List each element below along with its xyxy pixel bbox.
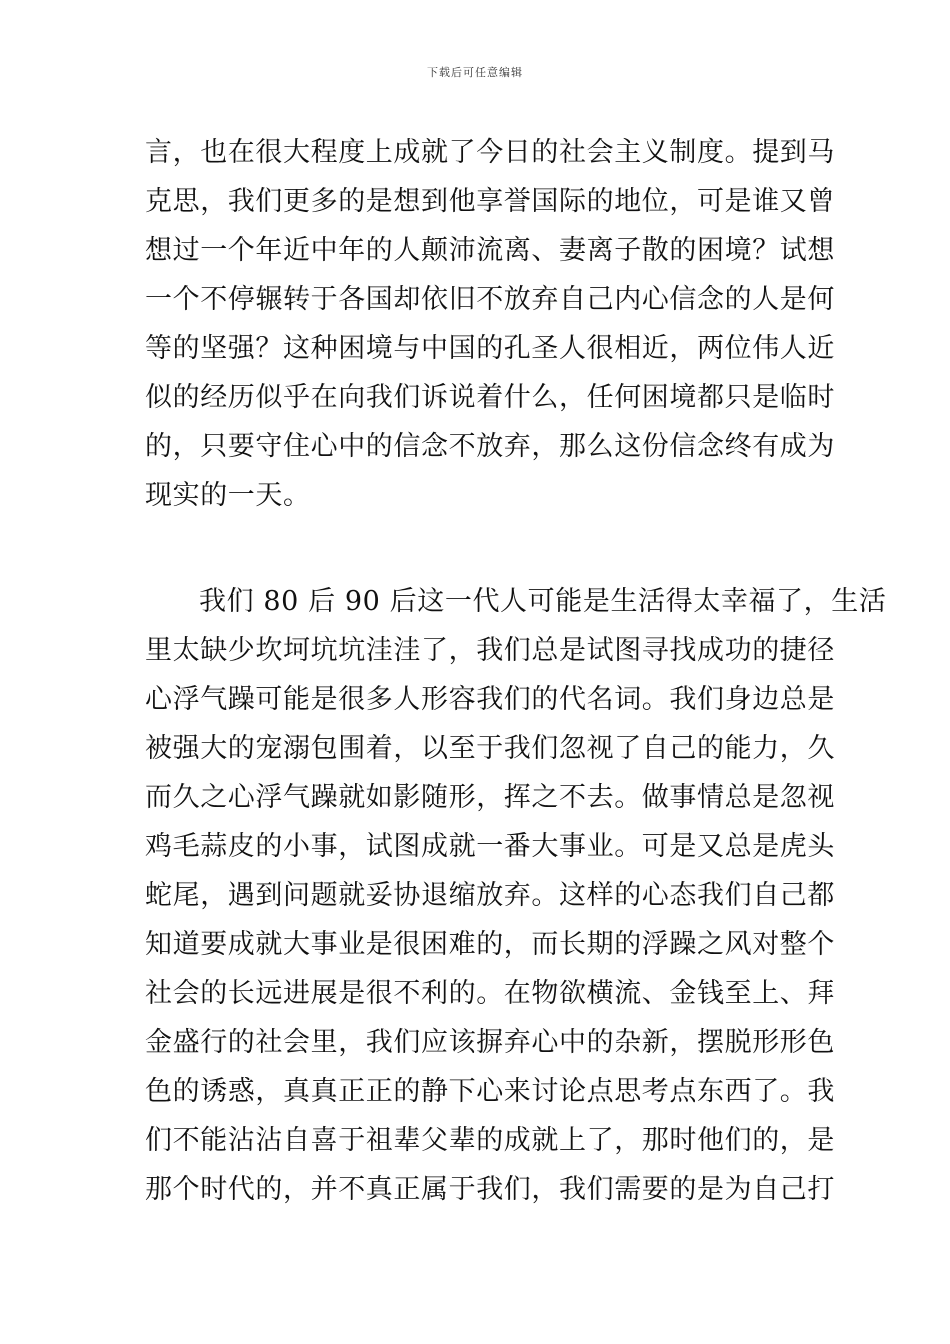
paragraph-line: 心浮气躁可能是很多人形容我们的代名词。我们身边总是: [145, 684, 835, 715]
paragraph-line: 社会的长远进展是很不利的。在物欲横流、金钱至上、拜: [145, 978, 835, 1009]
paragraph-line: 而久之心浮气躁就如影随形，挥之不去。做事情总是忽视: [145, 782, 835, 813]
paragraph-line: 鸡毛蒜皮的小事，试图成就一番大事业。可是又总是虎头: [145, 831, 835, 862]
paragraph-line: 蛇尾，遇到问题就妥协退缩放弃。这样的心态我们自己都: [145, 880, 835, 911]
paragraph-line: 里太缺少坎坷坑坑洼洼了，我们总是试图寻找成功的捷径: [145, 635, 835, 666]
paragraph-line: 等的坚强？这种困境与中国的孔圣人很相近，两位伟人近: [145, 333, 835, 364]
paragraph-line: 我们 80 后 90 后这一代人可能是生活得太幸福了，生活: [199, 586, 887, 617]
paragraph-line: 的，只要守住心中的信念不放弃，那么这份信念终有成为: [145, 431, 835, 462]
paragraph-line: 现实的一天。: [145, 480, 311, 511]
paragraph-line: 金盛行的社会里，我们应该摒弃心中的杂新，摆脱形形色: [145, 1027, 835, 1058]
paragraph-line: 那个时代的，并不真正属于我们，我们需要的是为自己打: [145, 1174, 835, 1205]
paragraph-line: 克思，我们更多的是想到他享誉国际的地位，可是谁又曾: [145, 186, 835, 217]
paragraph-1: [145, 128, 835, 520]
paragraph-2: [145, 577, 887, 1214]
paragraph-line: 似的经历似乎在向我们诉说着什么，任何困境都只是临时: [145, 382, 835, 413]
paragraph-line: 色的诱惑，真真正正的静下心来讨论点思考点东西了。我: [145, 1076, 835, 1107]
paragraph-line: 一个不停辗转于各国却依旧不放弃自己内心信念的人是何: [145, 284, 835, 315]
paragraph-line: 知道要成就大事业是很困难的，而长期的浮躁之风对整个: [145, 929, 835, 960]
paragraph-line: 想过一个年近中年的人颠沛流离、妻离子散的困境？试想: [145, 235, 835, 266]
paragraph-line: 们不能沾沾自喜于祖辈父辈的成就上了，那时他们的，是: [145, 1125, 835, 1156]
header-note: 下载后可任意编辑: [427, 66, 523, 79]
paragraph-line: 被强大的宠溺包围着，以至于我们忽视了自己的能力，久: [145, 733, 835, 764]
paragraph-line: 言，也在很大程度上成就了今日的社会主义制度。提到马: [145, 137, 835, 168]
